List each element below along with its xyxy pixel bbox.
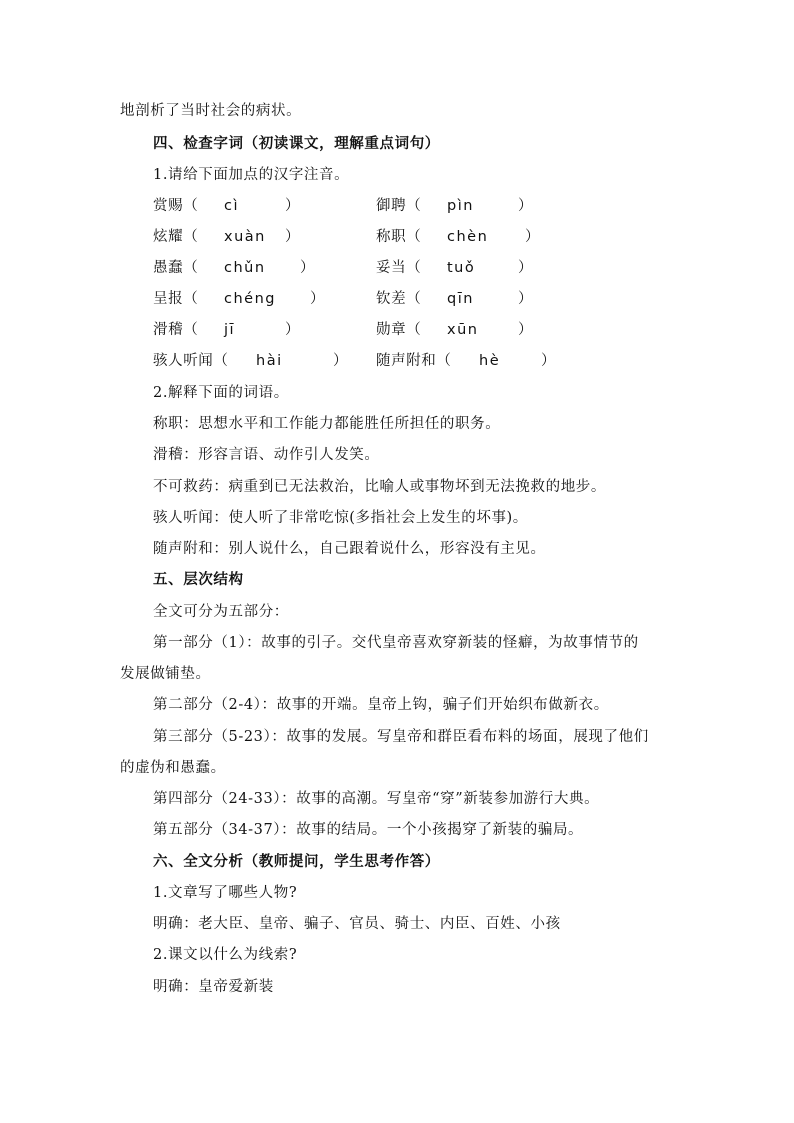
structure-part-3-cont: 的虚伪和愚蠢。 — [120, 760, 226, 776]
pinyin-answer: jī — [224, 322, 236, 338]
pinyin-answer: hài — [256, 353, 283, 369]
definition-item: 骇人听闻：使人听了非常吃惊(多指社会上发生的坏事)。 — [153, 510, 528, 526]
pinyin-answer: cì — [224, 198, 240, 214]
analysis-question-2: 2.课文以什么为线索? — [153, 947, 298, 963]
structure-part-3: 第三部分（5-23）：故事的发展。写皇帝和群臣看布料的场面，展现了他们 — [153, 729, 649, 745]
analysis-answer-2: 明确：皇帝爱新装 — [153, 979, 274, 995]
definition-item: 随声附和：别人说什么，自己跟着说什么，形容没有主见。 — [153, 541, 546, 557]
pinyin-answer: pìn — [447, 198, 474, 214]
analysis-question-1: 1.文章写了哪些人物? — [153, 885, 298, 901]
pinyin-answer: tuǒ — [447, 260, 476, 276]
pinyin-answer: xuàn — [224, 229, 266, 245]
pinyin-answer: hè — [479, 353, 501, 369]
structure-part-5: 第五部分（34-37）：故事的结局。一个小孩揭穿了新装的骗局。 — [153, 822, 584, 838]
pinyin-answer: qīn — [447, 291, 474, 307]
pinyin-answer: chéng — [224, 291, 276, 307]
structure-part-2: 第二部分（2-4）：故事的开端。皇帝上钩，骗子们开始织布做新衣。 — [153, 697, 609, 713]
definition-item: 称职：思想水平和工作能力都能胜任所担任的职务。 — [153, 416, 501, 432]
question-2: 2.解释下面的词语。 — [153, 385, 289, 401]
section-heading-6: 六、全文分析（教师提问，学生思考作答） — [153, 853, 440, 870]
structure-part-1: 第一部分（1）：故事的引子。交代皇帝喜欢穿新装的怪癖，为故事情节的 — [153, 635, 639, 651]
question-1: 1.请给下面加点的汉字注音。 — [153, 167, 350, 183]
section-heading-4: 四、检查字词（初读课文，理解重点词句） — [153, 135, 440, 152]
document-page: 地剖析了当时社会的病状。 四、检查字词（初读课文，理解重点词句） 1.请给下面加点的汉字注音。 赏赐（ cì ） 御聘（ pìn ） 炫耀（ xuàn ） 称职（ chèn ） 愚蠢（ chǔn ） 妥当（ tuǒ ） 呈报（ chéng ） 钦差（ qīn ） 滑稽（ jī ） 勋章（ xūn ） 骇人听闻（ hài ） 随声附和（ hè ） 2.解释下面的词语。 称职：思想水平和工作能力都能胜任所担任的职务。 滑稽：形容言语、动作引人发笑。 不可救药：病重到已无法救治，比喻人或事物坏到无法挽救的地步。 骇人听闻：使人听了非常吃惊(多指社会上发生的坏事)。 随声附和：别人说什么，自己跟着说什么，形容没有主见。 五、层次结构 全文可分为五部分： 第一部分（1）：故事的引子。交代皇帝喜欢穿新装的怪癖，为故事情节的 发展做铺垫。 第二部分（2-4）：故事的开端。皇帝上钩，骗子们开始织布做新衣。 第三部分（5-23）：故事的发展。写皇帝和群臣看布料的场面，展现了他们 的虚伪和愚蠢。 第四部分（24-33）：故事的高潮。写皇帝“穿”新装参加游行大典。 第五部分（34-37）：故事的结局。一个小孩揭穿了新装的骗局。 六、全文分析（教师提问，学生思考作答） 1.文章写了哪些人物? 明确：老大臣、皇帝、骗子、官员、骑士、内臣、百姓、小孩 2.课文以什么为线索? 明确：皇帝爱新装 — [120, 103, 649, 995]
section-heading-5: 五、层次结构 — [153, 571, 244, 588]
paragraph-continuation: 地剖析了当时社会的病状。 — [120, 103, 302, 119]
analysis-answer-1: 明确：老大臣、皇帝、骗子、官员、骑士、内臣、百姓、小孩 — [153, 916, 561, 932]
definition-item: 滑稽：形容言语、动作引人发笑。 — [153, 447, 380, 463]
structure-part-4: 第四部分（24-33）：故事的高潮。写皇帝“穿”新装参加游行大典。 — [153, 791, 600, 807]
definition-item: 不可救药：病重到已无法救治，比喻人或事物坏到无法挽救的地步。 — [153, 479, 606, 495]
pinyin-answer: chǔn — [224, 260, 266, 276]
pinyin-answer: chèn — [447, 229, 489, 245]
pinyin-answer: xūn — [447, 322, 479, 338]
structure-intro: 全文可分为五部分： — [153, 604, 289, 620]
structure-part-1-cont: 发展做铺垫。 — [120, 666, 211, 682]
